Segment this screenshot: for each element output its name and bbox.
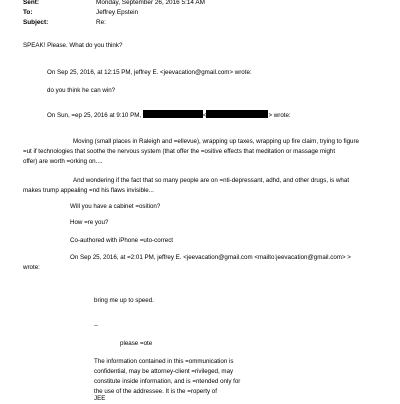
to-value: Jeffrey Epstein (96, 9, 139, 16)
do-you-think-line: do you think he can win? (47, 87, 116, 94)
bring-line: bring me up to speed. (94, 297, 154, 304)
confidential-line-4: the use of the addressee. It is the =roperty of (94, 388, 217, 395)
please-note-line: please =ote (120, 340, 153, 347)
moving-line-3: offer) are worth =orking on.... (23, 158, 103, 165)
moving-line-2: =ut if technologies that soothe the nervous system (that offer the =ositive effects that meditation or massage might (23, 148, 336, 155)
moving-line-1: Moving (small places in Raleigh and =ellevue), wrapping up taxes, wrapping up fire claim, trying to figure (73, 138, 359, 145)
redaction-block (206, 110, 268, 118)
quote3-wrote: wrote: (23, 264, 40, 271)
sent-value: Monday, September 26, 2016 5:14 AM (96, 0, 205, 6)
confidential-line-5: JEE (94, 395, 106, 402)
cabinet-line: Will you have a cabinet =osition? (70, 203, 161, 210)
quote2-separator: < (202, 112, 207, 119)
speak-line: SPEAK! Please. What do you think? (23, 42, 123, 49)
subject-value: Re: (96, 19, 106, 26)
coauthored-line: Co-authored with iPhone =uto-correct (70, 237, 174, 244)
redaction-block (143, 110, 203, 118)
confidential-line-3: constitute inside information, and is =ntended only for (94, 378, 241, 385)
signature-dashes: -- (94, 322, 99, 329)
how-line: How =re you? (70, 219, 109, 226)
sent-label: Sent: (23, 0, 39, 6)
quote2-prefix: On Sun, =ep 25, 2016 at 9:10 PM, (47, 112, 142, 119)
wonder-line-1: And wondering if the fact that so many people are on =nti-depressant, adhd, and other drugs, is what (73, 177, 350, 184)
quote-header-2 (47, 110, 291, 121)
wonder-line-2: makes trump appealing =nd his flaws invisible... (23, 187, 154, 194)
quote-header-3: On Sep 25, 2016, at =2:01 PM, jeffrey E. <jeevacation@gmail.com <mailto:jeevacation@gmail.com> > (70, 254, 351, 261)
to-label: To: (23, 9, 33, 16)
quote2-suffix: > wrote: (268, 112, 291, 119)
quote-header-1: On Sep 25, 2016, at 12:15 PM, jeffrey E. <jeevacation@gmail.com> wrote: (47, 69, 252, 76)
confidential-line-1: The information contained in this =ommunication is (94, 358, 234, 365)
subject-label: Subject: (23, 19, 49, 26)
confidential-line-2: confidential, may be attorney-client =rivileged, may (94, 368, 234, 375)
